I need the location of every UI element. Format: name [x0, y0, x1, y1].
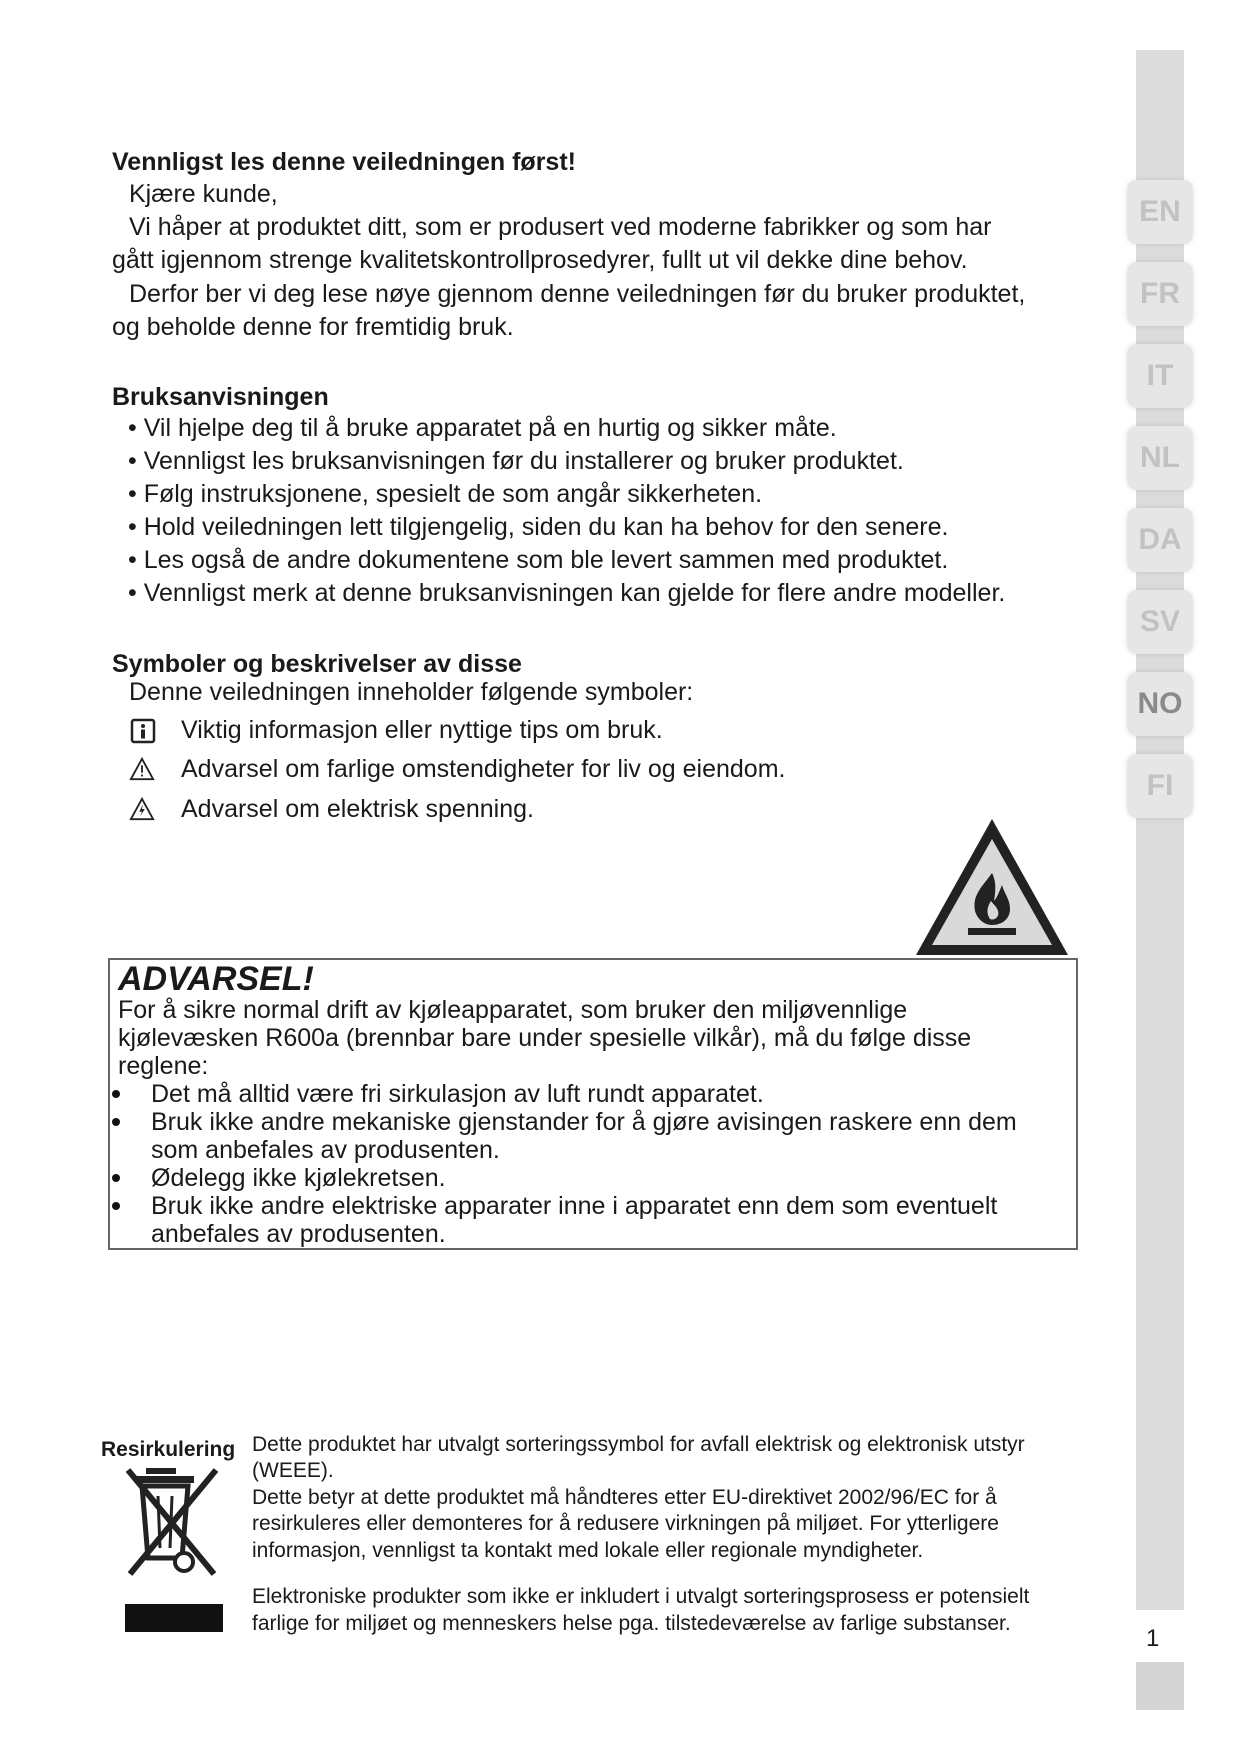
tab-nl[interactable]: NL	[1127, 426, 1193, 490]
intro-heading: Vennligst les denne veiledningen først!	[112, 148, 576, 176]
intro-greeting: Kjære kunde,	[129, 180, 278, 208]
tab-sv[interactable]: SV	[1127, 590, 1193, 654]
manual-heading: Bruksanvisningen	[112, 383, 329, 411]
tab-it[interactable]: IT	[1127, 344, 1193, 408]
warning-title: ADVARSEL!	[118, 960, 314, 998]
warning-triangle-icon	[129, 756, 155, 782]
list-item: • Les også de andre dokumentene som ble levert sammen med produktet.	[128, 546, 949, 574]
bullet-dot-icon	[112, 1174, 120, 1182]
recycling-line: Dette produktet har utvalgt sorteringssymbol for avfall elektrisk og elektronisk utstyr	[252, 1433, 1025, 1456]
recycling-line: Dette betyr at dette produktet må håndteres etter EU-direktivet 2002/96/EC for å	[252, 1486, 997, 1509]
tab-fi[interactable]: FI	[1127, 754, 1193, 818]
recycling-line: informasjon, vennligst ta kontakt med lokale eller regionale myndigheter.	[252, 1539, 924, 1562]
symbol-description: Viktig informasjon eller nyttige tips om bruk.	[181, 716, 663, 744]
warning-line: reglene:	[118, 1052, 209, 1080]
intro-line: og beholde denne for fremtidig bruk.	[112, 313, 514, 341]
warning-bullet: Bruk ikke andre mekaniske gjenstander for å gjøre avisingen raskere enn dem	[151, 1108, 1017, 1136]
symbols-intro: Denne veiledningen inneholder følgende symboler:	[129, 678, 694, 706]
recycling-line: (WEEE).	[252, 1459, 334, 1482]
symbol-description: Advarsel om elektrisk spenning.	[181, 795, 534, 823]
warning-bullet: Bruk ikke andre elektriske apparater inne i apparatet enn dem som eventuelt	[151, 1192, 998, 1220]
page-number: 1	[1146, 1625, 1160, 1652]
bullet-dot-icon	[112, 1090, 120, 1098]
warning-bullet: som anbefales av produsenten.	[151, 1136, 500, 1164]
recycling-label: Resirkulering	[101, 1438, 236, 1461]
intro-line: gått igjennom strenge kvalitetskontrollprosedyrer, fullt ut vil dekke dine behov.	[112, 246, 968, 274]
intro-line: Vi håper at produktet ditt, som er produsert ved moderne fabrikker og som har	[129, 213, 992, 241]
bin-underline-bar	[125, 1604, 223, 1632]
tab-en[interactable]: EN	[1127, 180, 1193, 244]
list-item: • Vennligst merk at denne bruksanvisningen kan gjelde for flere andre modeller.	[128, 579, 1006, 607]
intro-line: Derfor ber vi deg lese nøye gjennom denne veiledningen før du bruker produktet,	[129, 280, 1026, 308]
sidebar-footer-block	[1136, 1662, 1184, 1710]
symbols-heading: Symboler og beskrivelser av disse	[112, 650, 522, 678]
tab-no[interactable]: NO	[1127, 672, 1193, 736]
warning-bullet: Ødelegg ikke kjølekretsen.	[151, 1164, 446, 1192]
list-item: • Vennligst les bruksanvisningen før du installerer og bruker produktet.	[128, 447, 904, 475]
symbol-description: Advarsel om farlige omstendigheter for liv og eiendom.	[181, 755, 786, 783]
recycling-line: resirkuleres eller demonteres for å redusere virkningen på miljøet. For ytterligere	[252, 1512, 999, 1535]
bullet-dot-icon	[112, 1118, 120, 1126]
recycling-line: farlige for miljøet og menneskers helse pga. tilstedeværelse av farlige substanser.	[252, 1612, 1011, 1635]
tab-fr[interactable]: FR	[1127, 262, 1193, 326]
info-icon	[130, 718, 156, 744]
list-item: • Hold veiledningen lett tilgjengelig, siden du kan ha behov for den senere.	[128, 513, 949, 541]
recycling-line: Elektroniske produkter som ikke er inkludert i utvalgt sorteringsprosess er potensielt	[252, 1585, 1030, 1608]
warning-bullet: Det må alltid være fri sirkulasjon av luft rundt apparatet.	[151, 1080, 764, 1108]
electric-warning-icon	[129, 796, 155, 822]
warning-bullet: anbefales av produsenten.	[151, 1220, 446, 1248]
flammable-warning-icon	[912, 815, 1072, 960]
list-item: • Følg instruksjonene, spesielt de som angår sikkerheten.	[128, 480, 763, 508]
list-item: • Vil hjelpe deg til å bruke apparatet på en hurtig og sikker måte.	[128, 414, 837, 442]
warning-line: kjølevæsken R600a (brennbar bare under spesielle vilkår), må du følge disse	[118, 1024, 972, 1052]
bullet-dot-icon	[112, 1202, 120, 1210]
tab-da[interactable]: DA	[1127, 508, 1193, 572]
crossed-bin-icon	[122, 1462, 228, 1580]
warning-line: For å sikre normal drift av kjøleapparatet, som bruker den miljøvennlige	[118, 996, 908, 1024]
